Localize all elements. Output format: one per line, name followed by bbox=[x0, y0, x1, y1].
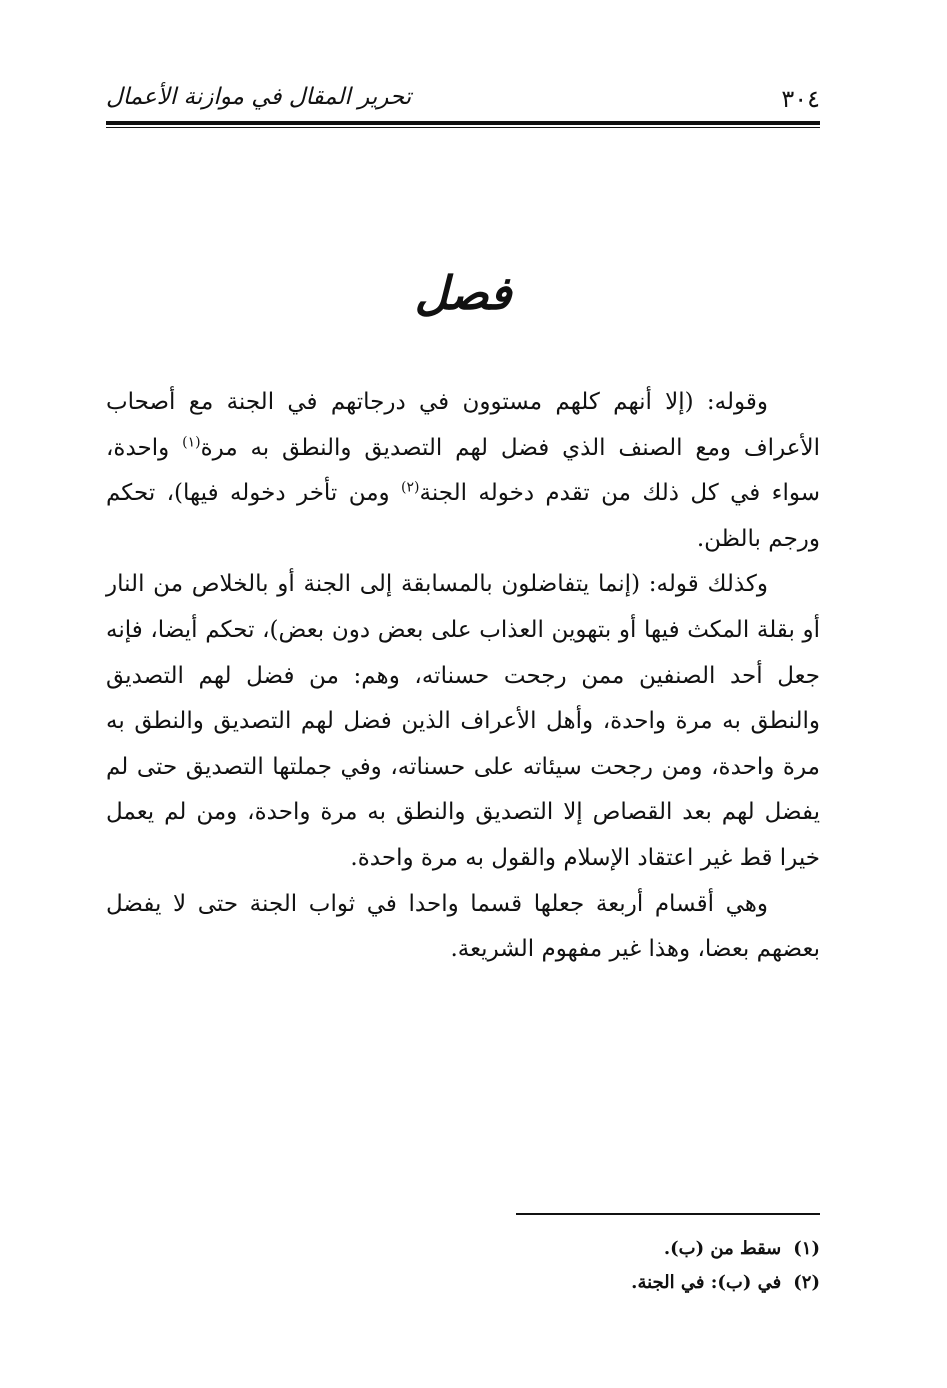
paragraph-2: وكذلك قوله: (إنما يتفاضلون بالمسابقة إلى الجنة أو بالخلاص من النار أو بقلة المكث فيها أو بتهوين العذاب على بعض دون بعض)، تحكم أيضا، فإنه جعل أحد الصنفين ممن رجحت حسناته، وهم: من فضل لهم التصديق والنطق به مرة واحدة، وأهل الأعراف الذين فضل لهم التصديق والنطق به مرة واحدة، ومن رجحت سيئاته على حسناته، وفي جملتها التصديق حتى لم يفضل لهم بعد القصاص إلا التصديق والنطق به مرة واحدة، ومن لم يعمل خيرا قط غير اعتقاد الإسلام والقول به مرة واحدة. bbox=[106, 571, 820, 871]
book-title: تحرير المقال في موازنة الأعمال bbox=[106, 84, 412, 110]
section-heading: فصل bbox=[414, 266, 512, 320]
paragraph-1-text-c: ومن تأخر دخوله فيها)، تحكم ورجم بالظن. bbox=[106, 480, 820, 552]
footnote-2-number: (٢) bbox=[793, 1272, 820, 1293]
body-text bbox=[106, 380, 820, 973]
footnote-ref-2[interactable]: (٢) bbox=[401, 479, 420, 496]
paragraph-1-text-b: واحدة، سواء في كل ذلك من تقدم دخوله الجنة bbox=[106, 434, 821, 507]
footnote-1-text: سقط من (ب). bbox=[663, 1238, 782, 1259]
paragraph-3: وهي أقسام أربعة جعلها قسما واحدا في ثواب الجنة حتى لا يفضل بعضهم بعضا، وهذا غير مفهوم الشريعة. bbox=[106, 890, 820, 963]
footnote-separator bbox=[516, 1213, 820, 1215]
footnote-2 bbox=[106, 1266, 820, 1300]
header-rule-thick bbox=[106, 121, 820, 125]
footnote-2-text: في (ب): في الجنة. bbox=[631, 1272, 782, 1293]
footnotes bbox=[106, 1232, 820, 1300]
footnote-1-number: (١) bbox=[793, 1238, 820, 1259]
page-number: ٣٠٤ bbox=[781, 85, 820, 113]
running-header bbox=[106, 80, 820, 120]
header-rule-thin bbox=[106, 127, 820, 128]
footnote-ref-1[interactable]: (١) bbox=[182, 433, 201, 450]
paragraph-1 bbox=[106, 380, 820, 562]
paragraph-1-text-a: وقوله: (إلا أنهم كلهم مستوون في درجاتهم في الجنة مع أصحاب الأعراف ومع الصنف الذي فضل لهم التصديق والنطق به مرة bbox=[106, 389, 820, 461]
footnote-1 bbox=[106, 1232, 820, 1266]
